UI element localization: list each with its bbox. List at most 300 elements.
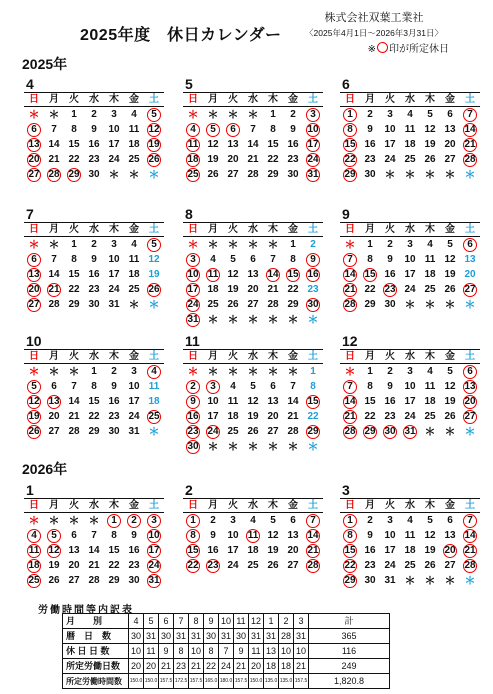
day-cell: 16: [128, 544, 140, 556]
empty-day-marker: ＊: [424, 425, 436, 438]
weekday-header: 金: [124, 499, 144, 513]
day-cell: 27: [287, 559, 299, 571]
weekday-header: 日: [183, 223, 203, 237]
day-cell: 23: [364, 153, 376, 165]
summary-month-header: 5: [144, 614, 159, 629]
day-cell: 22: [68, 153, 80, 165]
weekday-header: 木: [104, 350, 124, 364]
day-cell: 19: [444, 395, 456, 407]
summary-total-cell: 116: [309, 644, 390, 659]
empty-day-marker: ＊: [247, 440, 259, 453]
empty-day-marker: ＊: [48, 514, 60, 527]
weekday-header: 金: [124, 350, 144, 364]
summary-cell: 21: [159, 659, 174, 674]
day-cell: 24: [227, 559, 239, 571]
day-cell: 12: [444, 253, 456, 265]
company-name: 株式会社双葉工業社: [324, 12, 424, 24]
weekday-header: 木: [420, 93, 440, 107]
weekday-header: 月: [203, 223, 223, 237]
summary-month-header: 9: [204, 614, 219, 629]
weekday-header: 日: [340, 93, 360, 107]
day-cell: 1: [290, 238, 296, 250]
holiday-day: 18: [28, 559, 40, 571]
holiday-day: 15: [187, 544, 199, 556]
day-cell: 17: [108, 138, 120, 150]
day-cell: 18: [424, 395, 436, 407]
holiday-day: 5: [147, 108, 161, 122]
weekday-header: 月: [44, 223, 64, 237]
day-cell: 29: [287, 298, 299, 310]
weekday-header: 金: [440, 350, 460, 364]
day-cell: 22: [267, 153, 279, 165]
month-10: [24, 333, 164, 439]
day-cell: 30: [364, 574, 376, 586]
day-cell: 2: [367, 514, 373, 526]
holiday-day: 8: [343, 529, 357, 543]
day-cell: 28: [68, 425, 80, 437]
empty-day-marker: ＊: [404, 298, 416, 311]
day-cell: 25: [404, 153, 416, 165]
holiday-day: 24: [148, 559, 160, 571]
weekday-header: 土: [460, 350, 480, 364]
holiday-day: 10: [148, 529, 160, 541]
empty-day-marker: ＊: [128, 168, 140, 181]
summary-header-label: 月 別: [63, 614, 129, 629]
summary-cell: 135.0: [264, 674, 279, 689]
holiday-day: 24: [307, 153, 319, 165]
weekday-header: 月: [203, 350, 223, 364]
summary-month-header: 8: [189, 614, 204, 629]
day-cell: 28: [287, 425, 299, 437]
summary-cell: 31: [249, 629, 264, 644]
day-cell: 12: [424, 529, 436, 541]
holiday-day: 2: [127, 514, 141, 528]
holiday-day: 9: [306, 253, 320, 267]
empty-day-marker: ＊: [307, 440, 319, 453]
weekday-header: 月: [44, 499, 64, 513]
weekday-header: 火: [64, 350, 84, 364]
day-cell: 21: [88, 559, 100, 571]
day-cell: 9: [131, 529, 137, 541]
empty-day-marker: ＊: [48, 365, 60, 378]
day-cell: 11: [424, 253, 436, 265]
summary-row: [63, 629, 390, 644]
weekday-header: 土: [303, 499, 323, 513]
holiday-day: 29: [68, 168, 80, 180]
holiday-day: 20: [444, 544, 456, 556]
day-cell: 18: [404, 544, 416, 556]
day-cell: 5: [250, 380, 256, 392]
empty-day-marker: ＊: [267, 238, 279, 251]
summary-cell: 8: [174, 644, 189, 659]
empty-day-marker: ＊: [108, 168, 120, 181]
weekday-header: 土: [303, 223, 323, 237]
day-cell: 30: [108, 425, 120, 437]
weekday-header: 日: [24, 499, 44, 513]
month-6: [340, 76, 480, 182]
day-cell: 9: [367, 529, 373, 541]
weekday-header: 水: [400, 499, 420, 513]
empty-day-marker: ＊: [424, 168, 436, 181]
day-cell: 11: [128, 253, 140, 265]
weekday-header: 火: [380, 223, 400, 237]
day-cell: 18: [247, 544, 259, 556]
holiday-day: 6: [226, 123, 240, 137]
weekday-header: 火: [64, 93, 84, 107]
day-cell: 4: [131, 238, 137, 250]
holiday-day: 22: [344, 559, 356, 571]
holiday-day: 14: [464, 529, 476, 541]
summary-row-label: 休 日 日 数: [63, 644, 129, 659]
holiday-day: 1: [107, 514, 121, 528]
day-cell: 18: [207, 283, 219, 295]
day-cell: 5: [447, 365, 453, 377]
day-cell: 19: [227, 283, 239, 295]
day-cell: 8: [111, 529, 117, 541]
holiday-day: 27: [28, 298, 40, 310]
day-cell: 9: [210, 529, 216, 541]
day-cell: 25: [207, 298, 219, 310]
weekday-header: 金: [124, 223, 144, 237]
holiday-day: 1: [186, 514, 200, 528]
empty-day-marker: ＊: [187, 108, 199, 121]
day-cell: 3: [111, 108, 117, 120]
day-cell: 14: [48, 268, 60, 280]
weekday-header: 土: [460, 93, 480, 107]
day-cell: 12: [227, 268, 239, 280]
empty-day-marker: ＊: [444, 298, 456, 311]
empty-day-marker: ＊: [464, 425, 476, 438]
holiday-day: 18: [187, 153, 199, 165]
day-cell: 13: [227, 138, 239, 150]
month-9: [340, 206, 480, 312]
weekday-header: 金: [283, 499, 303, 513]
month-table: [24, 498, 164, 588]
holiday-day: 21: [344, 283, 356, 295]
empty-day-marker: ＊: [247, 108, 259, 121]
day-cell: 17: [207, 410, 219, 422]
summary-cell: 11: [144, 644, 159, 659]
holiday-day: 16: [307, 268, 319, 280]
day-cell: 8: [71, 253, 77, 265]
day-cell: 8: [310, 380, 316, 392]
holiday-day: 10: [187, 268, 199, 280]
holiday-day: 4: [27, 529, 41, 543]
day-cell: 20: [464, 268, 476, 280]
holiday-day: 20: [464, 395, 476, 407]
day-cell: 14: [247, 138, 259, 150]
weekday-header: 水: [243, 350, 263, 364]
summary-cell: 135.0: [279, 674, 294, 689]
day-cell: 10: [404, 380, 416, 392]
empty-day-marker: ＊: [68, 365, 80, 378]
day-cell: 15: [68, 138, 80, 150]
day-cell: 12: [247, 395, 259, 407]
weekday-header: 金: [283, 223, 303, 237]
summary-cell: 31: [264, 629, 279, 644]
day-cell: 4: [407, 514, 413, 526]
summary-cell: 30: [159, 629, 174, 644]
day-cell: 9: [367, 123, 373, 135]
holiday-day: 19: [148, 138, 160, 150]
day-cell: 26: [444, 283, 456, 295]
holiday-legend: [368, 40, 449, 55]
empty-day-marker: ＊: [187, 365, 199, 378]
day-cell: 29: [68, 298, 80, 310]
day-cell: 10: [227, 529, 239, 541]
holiday-day: 8: [186, 529, 200, 543]
day-cell: 10: [384, 123, 396, 135]
day-cell: 27: [267, 425, 279, 437]
day-cell: 13: [444, 123, 456, 135]
weekday-header: 金: [440, 223, 460, 237]
summary-cell: 21: [294, 659, 309, 674]
day-cell: 7: [51, 253, 57, 265]
day-cell: 11: [128, 123, 140, 135]
holiday-day: 5: [27, 380, 41, 394]
day-cell: 20: [287, 544, 299, 556]
day-cell: 30: [88, 168, 100, 180]
holiday-day: 31: [148, 574, 160, 586]
day-cell: 9: [111, 380, 117, 392]
weekday-header: 水: [84, 93, 104, 107]
day-cell: 19: [207, 153, 219, 165]
holiday-day: 3: [147, 514, 161, 528]
summary-table: [62, 613, 390, 689]
summary-cell: 30: [234, 629, 249, 644]
day-cell: 3: [387, 108, 393, 120]
summary-cell: 31: [294, 629, 309, 644]
empty-day-marker: ＊: [128, 298, 140, 311]
holiday-day: 17: [148, 544, 160, 556]
day-cell: 17: [404, 268, 416, 280]
day-cell: 10: [108, 123, 120, 135]
empty-day-marker: ＊: [207, 238, 219, 251]
month-4: [24, 76, 164, 182]
holiday-day: 21: [464, 544, 476, 556]
summary-cell: 20: [249, 659, 264, 674]
weekday-header: 月: [44, 93, 64, 107]
summary-month-header: 6: [159, 614, 174, 629]
month-number: 2: [185, 482, 193, 498]
day-cell: 19: [148, 268, 160, 280]
weekday-header: 木: [263, 499, 283, 513]
day-cell: 27: [227, 168, 239, 180]
day-cell: 15: [88, 395, 100, 407]
summary-cell: 8: [204, 644, 219, 659]
day-cell: 8: [367, 380, 373, 392]
day-cell: 7: [51, 123, 57, 135]
day-cell: 29: [108, 574, 120, 586]
day-cell: 3: [407, 365, 413, 377]
month-number: 4: [26, 76, 34, 92]
summary-total-header: 計: [309, 614, 390, 629]
weekday-header: 火: [223, 223, 243, 237]
weekday-header: 日: [183, 93, 203, 107]
year-heading-2025: 2025年: [22, 56, 68, 72]
weekday-header: 金: [440, 93, 460, 107]
day-cell: 17: [404, 395, 416, 407]
weekday-header: 火: [64, 499, 84, 513]
empty-day-marker: ＊: [404, 574, 416, 587]
day-cell: 15: [364, 395, 376, 407]
weekday-header: 日: [24, 93, 44, 107]
holiday-day: 11: [187, 138, 199, 150]
holiday-day: 15: [344, 544, 356, 556]
day-cell: 5: [427, 514, 433, 526]
summary-cell: 23: [174, 659, 189, 674]
weekday-header: 木: [263, 93, 283, 107]
day-cell: 20: [68, 559, 80, 571]
weekday-header: 日: [183, 499, 203, 513]
month-2: [183, 482, 323, 573]
empty-day-marker: ＊: [227, 238, 239, 251]
empty-day-marker: ＊: [287, 365, 299, 378]
summary-cell: 24: [219, 659, 234, 674]
day-cell: 2: [387, 238, 393, 250]
weekday-header: 水: [400, 93, 420, 107]
day-cell: 25: [128, 153, 140, 165]
summary-month-header: 11: [234, 614, 249, 629]
day-cell: 22: [287, 283, 299, 295]
month-3: [340, 482, 480, 588]
day-cell: 19: [424, 544, 436, 556]
legend-prefix: ※: [367, 44, 376, 55]
empty-day-marker: ＊: [88, 514, 100, 527]
holiday-day: 1: [343, 514, 357, 528]
holiday-day: 30: [307, 298, 319, 310]
month-table: [24, 222, 164, 312]
summary-cell: 31: [174, 629, 189, 644]
day-cell: 26: [247, 425, 259, 437]
day-cell: 31: [384, 574, 396, 586]
day-cell: 13: [464, 253, 476, 265]
weekday-header: 土: [144, 93, 164, 107]
day-cell: 26: [48, 574, 60, 586]
holiday-day: 11: [28, 544, 40, 556]
empty-day-marker: ＊: [424, 298, 436, 311]
summary-cell: 10: [189, 644, 204, 659]
day-cell: 14: [68, 395, 80, 407]
summary-month-header: 2: [279, 614, 294, 629]
day-cell: 2: [387, 365, 393, 377]
day-cell: 20: [48, 410, 60, 422]
weekday-header: 木: [104, 223, 124, 237]
empty-day-marker: ＊: [227, 440, 239, 453]
summary-cell: 18: [279, 659, 294, 674]
holiday-day: 20: [28, 153, 40, 165]
day-cell: 16: [207, 544, 219, 556]
day-cell: 21: [68, 410, 80, 422]
month-table: [24, 92, 164, 182]
day-cell: 3: [407, 238, 413, 250]
weekday-header: 水: [243, 499, 263, 513]
day-cell: 13: [267, 395, 279, 407]
month-number: 8: [185, 206, 193, 222]
legend-text: 印が所定休日: [389, 44, 449, 55]
summary-cell: 7: [219, 644, 234, 659]
summary-cell: 30: [129, 629, 144, 644]
day-cell: 24: [128, 410, 140, 422]
summary-row: [63, 659, 390, 674]
summary-cell: 31: [219, 629, 234, 644]
weekday-header: 月: [360, 223, 380, 237]
day-cell: 26: [444, 410, 456, 422]
holiday-day: 25: [28, 574, 40, 586]
month-table: [183, 349, 323, 454]
empty-day-marker: ＊: [148, 425, 160, 438]
empty-day-marker: ＊: [344, 365, 356, 378]
empty-day-marker: ＊: [207, 313, 219, 326]
summary-month-header: 3: [294, 614, 309, 629]
summary-month-header: 4: [129, 614, 144, 629]
summary-total-cell: 365: [309, 629, 390, 644]
month-table: [340, 222, 480, 312]
holiday-day: 28: [344, 425, 356, 437]
day-cell: 12: [267, 529, 279, 541]
holiday-day: 20: [28, 283, 40, 295]
holiday-day: 6: [27, 253, 41, 267]
holiday-day: 7: [463, 108, 477, 122]
holiday-day: 8: [343, 123, 357, 137]
holiday-day: 3: [306, 108, 320, 122]
day-cell: 6: [270, 380, 276, 392]
day-cell: 28: [267, 298, 279, 310]
summary-cell: 180.0: [219, 674, 234, 689]
day-cell: 9: [387, 253, 393, 265]
day-cell: 24: [404, 283, 416, 295]
day-cell: 11: [227, 395, 239, 407]
holiday-day: 26: [28, 425, 40, 437]
month-table: [340, 349, 480, 439]
empty-day-marker: ＊: [404, 168, 416, 181]
month-table: [340, 498, 480, 588]
weekday-header: 水: [400, 350, 420, 364]
day-cell: 6: [71, 529, 77, 541]
empty-day-marker: ＊: [148, 298, 160, 311]
day-cell: 13: [247, 268, 259, 280]
day-cell: 5: [427, 108, 433, 120]
empty-day-marker: ＊: [464, 298, 476, 311]
summary-cell: 11: [249, 644, 264, 659]
empty-day-marker: ＊: [464, 168, 476, 181]
day-cell: 30: [287, 168, 299, 180]
holiday-day: 15: [364, 268, 376, 280]
day-cell: 21: [287, 410, 299, 422]
empty-day-marker: ＊: [444, 425, 456, 438]
day-cell: 6: [250, 253, 256, 265]
day-cell: 24: [108, 283, 120, 295]
weekday-header: 日: [24, 223, 44, 237]
holiday-day: 31: [187, 313, 199, 325]
month-number: 3: [342, 482, 350, 498]
empty-day-marker: ＊: [28, 238, 40, 251]
empty-day-marker: ＊: [68, 514, 80, 527]
empty-day-marker: ＊: [207, 365, 219, 378]
holiday-day: 1: [343, 108, 357, 122]
weekday-header: 火: [380, 499, 400, 513]
holiday-day: 31: [307, 168, 319, 180]
summary-cell: 157.5: [234, 674, 249, 689]
day-cell: 22: [68, 283, 80, 295]
weekday-header: 火: [223, 93, 243, 107]
day-cell: 4: [131, 108, 137, 120]
day-cell: 16: [384, 268, 396, 280]
holiday-day: 21: [48, 283, 60, 295]
day-cell: 2: [210, 514, 216, 526]
empty-day-marker: ＊: [28, 365, 40, 378]
weekday-header: 金: [124, 93, 144, 107]
